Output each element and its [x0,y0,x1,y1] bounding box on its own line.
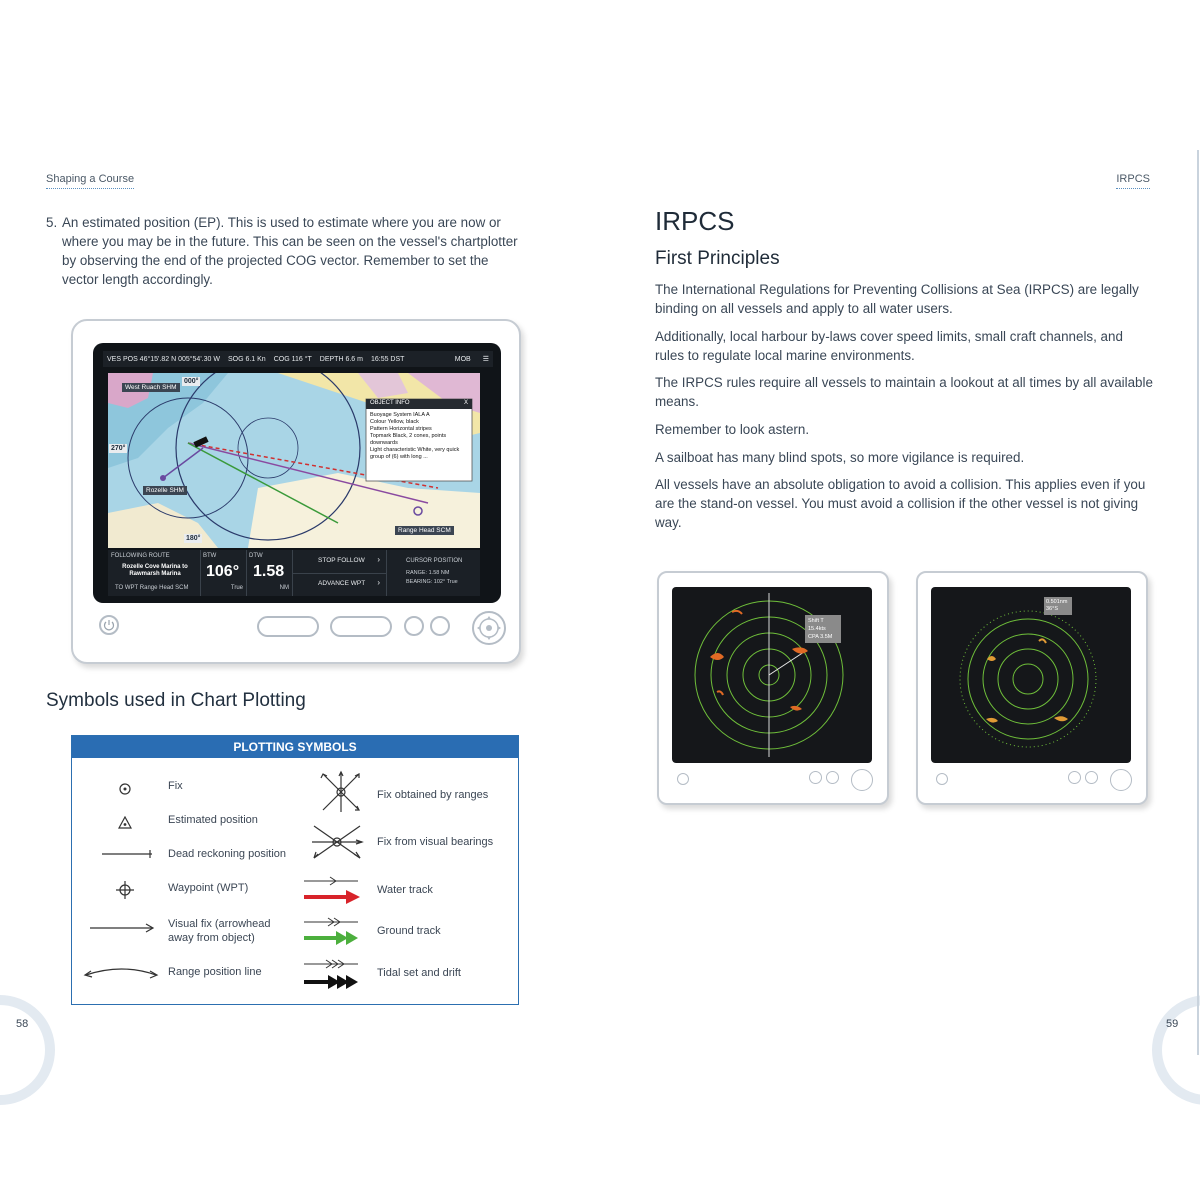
paragraph: A sailboat has many blind spots, so more vigilance is required. [655,450,1025,465]
label-rozelle[interactable]: Rozelle SHM [143,486,187,495]
page-title: IRPCS [655,206,735,236]
radar-display-2 [931,587,1131,763]
object-info-line: Colour Yellow, black [370,419,419,425]
fix-by-ranges-icon [319,770,363,814]
cursor-bearing: BEARING: 102° True [406,579,458,585]
page-subtitle: First Principles [655,248,780,269]
dead-reckoning-icon [100,848,154,858]
radar1-dpad-icon[interactable] [851,769,873,791]
running-head-left: Shaping a Course [46,173,134,189]
right-page [600,0,1200,1200]
btw-cell [200,550,247,596]
status-time: 16:55 DST [370,355,405,363]
plotting-symbols-title: PLOTTING SYMBOLS [72,736,518,758]
route-label: FOLLOWING ROUTE [111,553,170,559]
page-number-right: 59 [1166,1018,1179,1030]
symbol-label: Range position line [168,966,262,978]
label-bearing-270: 270° [111,445,126,452]
chartplotter-screen [93,343,501,603]
stop-follow-label: STOP FOLLOW [318,557,365,564]
object-info-line: Topmark Black, 2 cones, points downwards [370,433,447,446]
object-info-line: Light characteristic White, very quick group of (6) with long ... [370,447,460,460]
object-info-panel [366,399,472,481]
action-cell [292,550,387,596]
radar1-key-1[interactable] [809,771,822,784]
label-bearing-000: 000° [184,378,199,385]
symbol-label: Estimated position [168,814,258,826]
dtw-value: 1.58 [253,563,285,580]
radar2-info [1046,599,1067,613]
data-dock [108,550,480,596]
radar2-info-line: 0.501nm [1046,599,1068,605]
cursor-label: CURSOR POSITION [406,558,463,564]
range-position-line-icon [82,961,160,981]
direction-pad[interactable] [472,611,506,645]
object-info-line: Pattern Horizontal stripes [370,426,432,432]
chart-map[interactable] [108,373,480,548]
status-pos: VES POS 46°15'.82 N 005°54'.30 W [107,355,220,363]
symbol-label: Dead reckoning position [168,848,287,860]
dtw-cell [246,550,293,596]
menu-icon[interactable]: ☰ [482,356,489,363]
stop-follow-button[interactable] [292,550,386,574]
radar-display-1 [672,587,872,763]
radar1-info [808,617,832,641]
symbol-label: Visual fix (arrowhead away from object) [168,918,271,944]
symbol-label: Water track [377,884,433,896]
symbol-label: Fix obtained by ranges [377,789,489,801]
radar2-dpad-icon[interactable] [1110,769,1132,791]
advance-wpt-label: ADVANCE WPT [318,580,366,587]
radar1-key-2[interactable] [826,771,839,784]
step-number: 5. [46,215,58,230]
paragraph: All vessels have an absolute obligation to avoid a collision. This applies even if you are the stand-on vessel. You must avoid a collision if the other vessel is not giving way. [655,477,1146,530]
symbol-label: Tidal set and drift [377,967,461,979]
status-cog: COG 116 °T [273,355,312,363]
object-info-body [370,412,470,461]
page-number-left: 58 [16,1018,29,1030]
object-info-line: Buoyage System IALA A [370,412,430,418]
round-key-1[interactable] [404,616,424,636]
object-info-close[interactable]: X [463,400,468,406]
radar2-key-1[interactable] [1068,771,1081,784]
symbol-label: Waypoint (WPT) [168,882,249,894]
radar-screen-2 [931,587,1131,763]
tidal-set-icon [302,958,362,992]
page-corner-decoration [1152,995,1200,1105]
label-bearing-180: 180° [186,535,201,542]
label-range-head[interactable]: Range Head SCM [395,526,454,535]
waypoint-icon [116,881,134,899]
estimated-position-icon [118,816,132,830]
radar1-info-line: Shift T [808,618,824,624]
power-icon [101,617,117,633]
paragraph: The International Regulations for Preventing Collisions at Sea (IRPCS) are legally binding on all vessels and apply to all water users. [655,282,1139,316]
soft-key-right[interactable] [330,616,392,637]
symbol-label: Fix from visual bearings [377,836,494,848]
radar1-info-line: CPA 3.5M [808,634,833,640]
btw-unit: True [230,585,243,591]
page-corner-decoration [0,995,55,1105]
chevron-right-icon: › [377,555,380,564]
dtw-label: DTW [249,553,263,559]
status-sog: SOG 6.1 Kn [227,355,266,363]
radar1-info-line: 15.4kts [808,626,826,632]
running-head-right: IRPCS [1116,173,1150,189]
radar-device-1 [657,571,889,805]
route-to: TO WPT Range Head SCM [115,585,189,591]
paragraph: Remember to look astern. [655,422,810,437]
fix-visual-bearings-icon [310,820,364,864]
status-mob[interactable]: MOB [454,355,471,363]
advance-wpt-button[interactable] [292,573,386,596]
step-5 [46,213,526,289]
paragraph: Additionally, local harbour by-laws cover speed limits, small craft channels, and rules to regulate local marine environments. [655,329,1123,363]
route-name: Rozelle Cove Marina to Rawmarsh Marina [122,564,188,577]
cursor-cell [386,550,480,596]
btw-label: BTW [203,553,217,559]
page-edge [1197,150,1199,1055]
radar1-power-icon[interactable] [677,773,689,785]
btw-value: 106° [206,563,240,580]
paragraph: The IRPCS rules require all vessels to maintain a lookout at all times by all available means. [655,375,1153,409]
ground-track-icon [302,916,362,948]
round-key-2[interactable] [430,616,450,636]
radar2-power-icon[interactable] [936,773,948,785]
dpad-icon [474,613,504,643]
soft-key-left[interactable] [257,616,319,637]
chartplotter-device [71,319,521,664]
radar-screen-1 [672,587,872,763]
fix-icon [118,782,132,796]
section-heading: Symbols used in Chart Plotting [46,690,306,711]
cursor-range: RANGE: 1.58 NM [406,570,450,576]
label-west-ruach[interactable]: West Ruach SHM [122,383,180,392]
chevron-right-icon: › [377,578,380,587]
dtw-unit: NM [279,585,289,591]
plotting-symbols-table [71,735,519,1005]
status-depth: DEPTH 6.6 m [319,355,363,363]
visual-fix-icon [88,922,156,934]
power-button[interactable] [99,615,119,635]
step-text: An estimated position (EP). This is used to estimate where you are now or where you may be in the future. This can be seen on the vessel's chartplotter by observing the end of the projected COG vector. Remember to set the vector length accordingly. [62,215,518,287]
symbol-label: Ground track [377,925,441,937]
object-info-title: OBJECT INFO [370,400,410,406]
radar2-key-2[interactable] [1085,771,1098,784]
radar-device-2 [916,571,1148,805]
symbol-label: Fix [168,780,183,792]
radar2-info-line: 36°S [1046,606,1058,612]
route-cell[interactable] [108,550,201,596]
status-bar [103,351,493,367]
water-track-icon [302,875,362,907]
